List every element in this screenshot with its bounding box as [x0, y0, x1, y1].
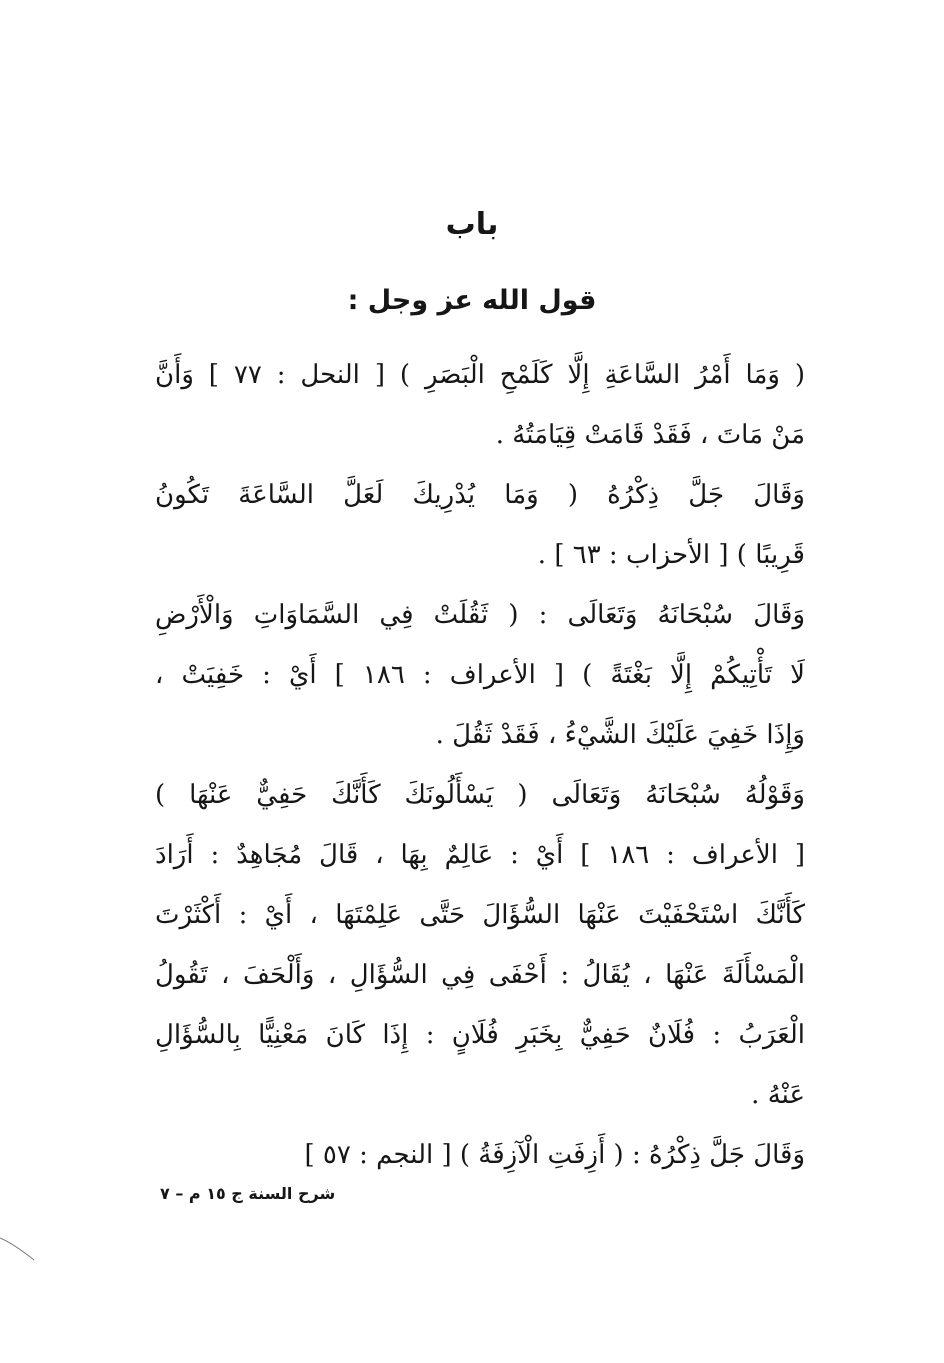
- text-line: [ الأعراف : ١٨٦ ] أَيْ : عَالِمٌ بِهَا ، قَالَ مُجَاهِدٌ : أَرَادَ: [155, 840, 805, 870]
- text-line: وَقَالَ جَلَّ ذِكْرُهُ : ( أَزِفَتِ الْآزِفَةُ ) [ النجم : ٥٧ ]: [304, 1140, 805, 1170]
- footer-signature: شرح السنة ج ١٥ م – ٧: [160, 1184, 336, 1203]
- text-line: كَأَنَّكَ اسْتَحْفَيْتَ عَنْهَا السُّؤَالَ حَتَّى عَلِمْتَهَا ، أَيْ : أَكْثَرْتَ: [155, 900, 805, 930]
- text-line: عَنْهُ .: [751, 1080, 805, 1110]
- text-line: الْمَسْأَلَةَ عَنْهَا ، يُقَالُ : أَحْفَى فِي السُّؤَالِ ، وَأَلْحَفَ ، تَقُولُ: [155, 960, 805, 990]
- text-line: ( وَمَا أَمْرُ السَّاعَةِ إِلَّا كَلَمْحِ الْبَصَرِ ) [ النحل : ٧٧ ] وَأَنَّ: [155, 360, 805, 390]
- text-line: وَإِذَا خَفِيَ عَلَيْكَ الشَّيْءُ ، فَقَدْ ثَقُلَ .: [435, 720, 805, 750]
- chapter-title: باب: [445, 207, 499, 242]
- section-heading: قول الله عز وجل :: [347, 285, 597, 316]
- text-line: الْعَرَبُ : فُلَانٌ حَفِيٌّ بِخَبَرِ فُلَانٍ : إِذَا كَانَ مَعْنِيًّا بِالسُّؤَالِ: [155, 1020, 805, 1050]
- body-text: [155, 345, 805, 1185]
- text-line: لَا تَأْتِيكُمْ إِلَّا بَغْتَةً ) [ الأعراف : ١٨٦ ] أَيْ : خَفِيَتْ ،: [155, 660, 805, 690]
- text-line: قَرِيبًا ) [ الأحزاب : ٦٣ ] .: [537, 540, 805, 570]
- text-line: مَنْ مَاتَ ، فَقَدْ قَامَتْ قِيَامَتُهُ .: [495, 420, 805, 450]
- text-line: وَقَالَ جَلَّ ذِكْرُهُ ( وَمَا يُدْرِيكَ لَعَلَّ السَّاعَةَ تَكُونُ: [155, 480, 805, 510]
- text-line: وَقَالَ سُبْحَانَهُ وَتَعَالَى : ( ثَقُلَتْ فِي السَّمَاوَاتِ وَالْأَرْضِ: [155, 600, 805, 630]
- scan-edge-mark: [0, 1236, 36, 1262]
- text-line: وَقَوْلُهُ سُبْحَانَهُ وَتَعَالَى ( يَسْأَلُونَكَ كَأَنَّكَ حَفِيٌّ عَنْهَا ): [155, 780, 805, 810]
